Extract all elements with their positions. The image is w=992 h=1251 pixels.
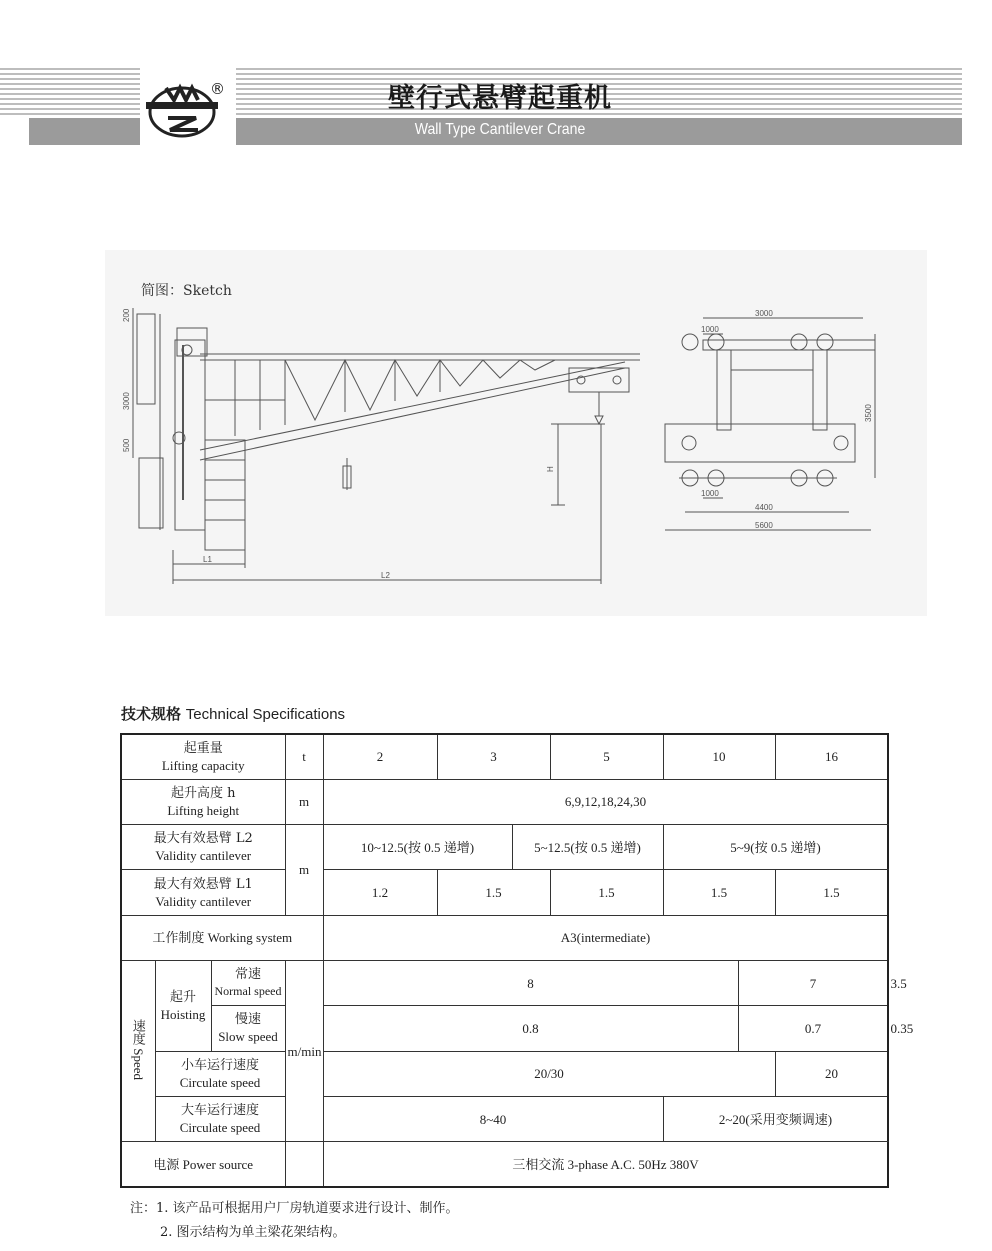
unit-m-cantilever: m (285, 825, 323, 916)
row-trolley-speed (121, 1051, 888, 1096)
svg-text:®: ® (210, 80, 225, 98)
table-cell: 3 (437, 734, 550, 779)
table-cell: 10 (663, 734, 775, 779)
table-cell: 1.5 (663, 870, 775, 915)
table-cell: 5 (550, 734, 663, 779)
svg-text:L1: L1 (203, 555, 212, 564)
table-cell: 2~20(采用变频调速) (663, 1096, 888, 1141)
company-logo (144, 74, 234, 140)
row-cantilever-l1 (121, 870, 888, 915)
crane-drawing (105, 250, 927, 616)
svg-text:200: 200 (122, 308, 131, 322)
label-working-system: 工作制度 Working system (121, 915, 323, 960)
svg-text:3000: 3000 (755, 309, 773, 318)
table-cell: 20 (775, 1051, 888, 1096)
sketch-drawing (105, 250, 927, 616)
table-cell: 0.7 (738, 1006, 888, 1051)
table-cell: 10~12.5(按 0.5 递增) (323, 825, 512, 870)
row-cantilever-l2 (121, 825, 888, 870)
label-cantilever-l1: 最大有效悬臂 L1 Validity cantilever (121, 870, 285, 915)
table-cell: 5~12.5(按 0.5 递增) (512, 825, 663, 870)
spec-table (120, 733, 914, 1188)
svg-text:1000: 1000 (701, 489, 719, 498)
header-stripes-left (0, 68, 140, 116)
spec-heading (121, 703, 345, 724)
table-cell: 2 (323, 734, 437, 779)
svg-text:5600: 5600 (755, 521, 773, 530)
table-cell: 6,9,12,18,24,30 (323, 779, 888, 824)
table-cell-empty (285, 1142, 323, 1187)
row-lifting-height (121, 779, 888, 824)
label-lifting-capacity: 起重量 Lifting capacity (121, 734, 285, 779)
table-cell: 1.5 (437, 870, 550, 915)
table-cell: 8~40 (323, 1096, 663, 1141)
row-hoisting-slow: 慢速 Slow speed 0.8 0.7 0.35 (121, 1006, 888, 1051)
label-normal-speed: 常速 Normal speed (211, 960, 285, 1005)
svg-text:4400: 4400 (755, 503, 773, 512)
label-trolley-speed: 小车运行速度 Circulate speed (155, 1051, 285, 1096)
header-bar-left (29, 118, 140, 145)
table-cell: 20/30 (323, 1051, 775, 1096)
table-cell: 16 (775, 734, 888, 779)
row-working-system (121, 915, 888, 960)
svg-text:3000: 3000 (122, 392, 131, 410)
table-cell: 7 (738, 960, 888, 1005)
page-title-cn: 壁行式悬臂起重机 (388, 83, 612, 114)
spec-heading-cn: 技术规格 (121, 705, 182, 723)
label-crane-speed: 大车运行速度 Circulate speed (155, 1096, 285, 1141)
row-lifting-capacity (121, 734, 888, 779)
svg-text:500: 500 (122, 438, 131, 452)
label-lifting-height: 起升高度 h Lifting height (121, 779, 285, 824)
table-cell: 1.2 (323, 870, 437, 915)
spec-heading-en: Technical Specifications (185, 706, 346, 723)
unit-m: m (285, 779, 323, 824)
unit-t: t (285, 734, 323, 779)
row-crane-speed (121, 1096, 888, 1141)
label-power-source: 电源 Power source (121, 1142, 285, 1187)
note-1: 注：1. 该产品可根据用户厂房轨道要求进行设计、制作。 (130, 1201, 459, 1216)
sketch-label: 简图：Sketch (141, 283, 232, 299)
note-2: 2. 图示结构为单主梁花架结构。 (160, 1225, 346, 1240)
label-cantilever-l2: 最大有效悬臂 L2 Validity cantilever (121, 825, 285, 870)
table-cell: 1.5 (775, 870, 888, 915)
table-cell: 0.8 (323, 1006, 738, 1051)
table-cell: 8 (323, 960, 738, 1005)
page-title-en: Wall Type Cantilever Crane (414, 121, 586, 138)
table-cell: A3(intermediate) (323, 915, 888, 960)
svg-text:L2: L2 (381, 571, 390, 580)
label-hoisting: 起升 Hoisting (155, 960, 211, 1051)
table-cell: 1.5 (550, 870, 663, 915)
label-speed-group: 速度 Speed (121, 960, 155, 1141)
row-power-source (121, 1142, 888, 1187)
unit-speed: m/min (285, 960, 323, 1141)
table-cell: 5~9(按 0.5 递增) (663, 825, 888, 870)
label-slow-speed: 慢速 Slow speed (211, 1006, 285, 1051)
svg-text:3500: 3500 (864, 404, 873, 422)
row-hoisting-normal: 速度 Speed 起升 Hoisting 常速 Normal speed m/min 8 7 3.5 (121, 960, 888, 1005)
table-cell: 三相交流 3-phase A.C. 50Hz 380V (323, 1142, 888, 1187)
svg-text:1000: 1000 (701, 325, 719, 334)
svg-text:H: H (546, 466, 555, 472)
